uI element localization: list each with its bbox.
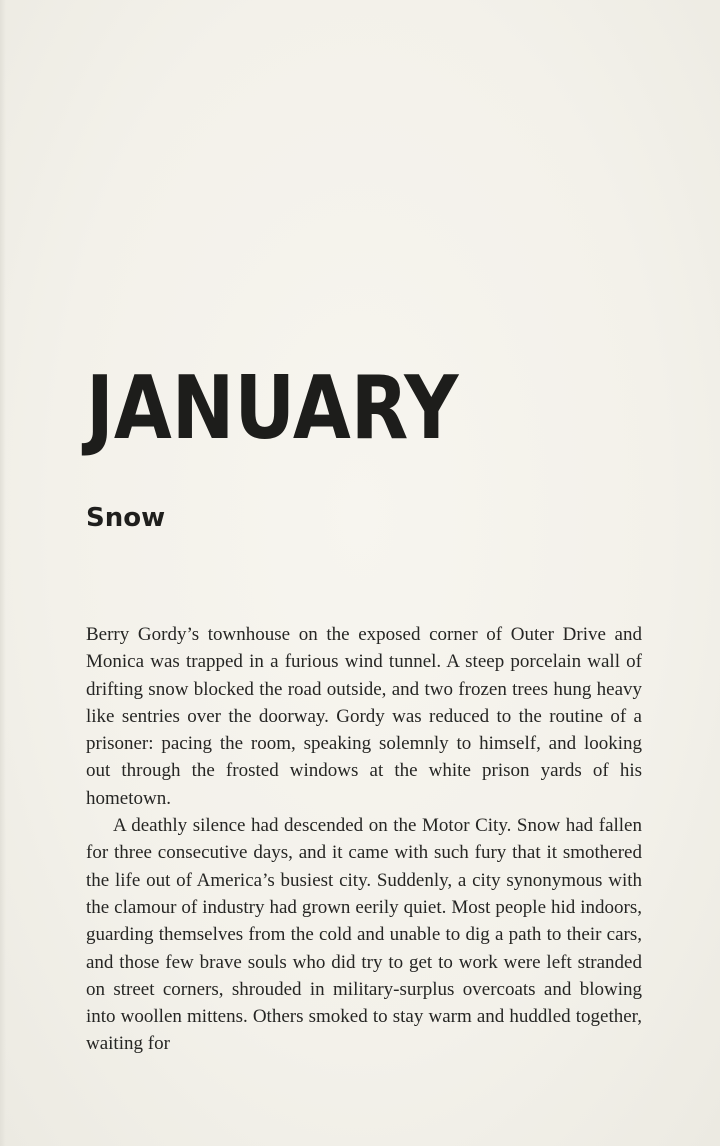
paragraph-2: A deathly silence had descended on the Motor City. Snow had fallen for three consecutive days, and it came with such fury that it smothered the life out of America’s busiest city. Suddenly, a city synonymous with the clamour of industry had grown eerily quiet. Most people hid indoors, guarding themselves from the cold and unable to dig a path to their cars, and those few brave souls who did try to get to work were left stranded on street corners, shrouded in military-surplus overcoats and blowing into woollen mittens. Others smoked to stay warm and huddled together, waiting for	[86, 815, 642, 1055]
chapter-title: JANUARY	[86, 357, 459, 459]
paragraph-1: Berry Gordy’s townhouse on the exposed corner of Outer Drive and Monica was trapped in a furious wind tunnel. A steep porcelain wall of drifting snow blocked the road outside, and two frozen trees hung heavy like sentries over the doorway. Gordy was reduced to the routine of a prisoner: pacing the room, speaking solemnly to himself, and looking out through the frosted windows at the white prison yards of his hometown.	[86, 624, 642, 809]
section-title: Snow	[86, 503, 166, 533]
body-text	[86, 621, 642, 1058]
page-edge-shadow	[0, 0, 6, 1146]
